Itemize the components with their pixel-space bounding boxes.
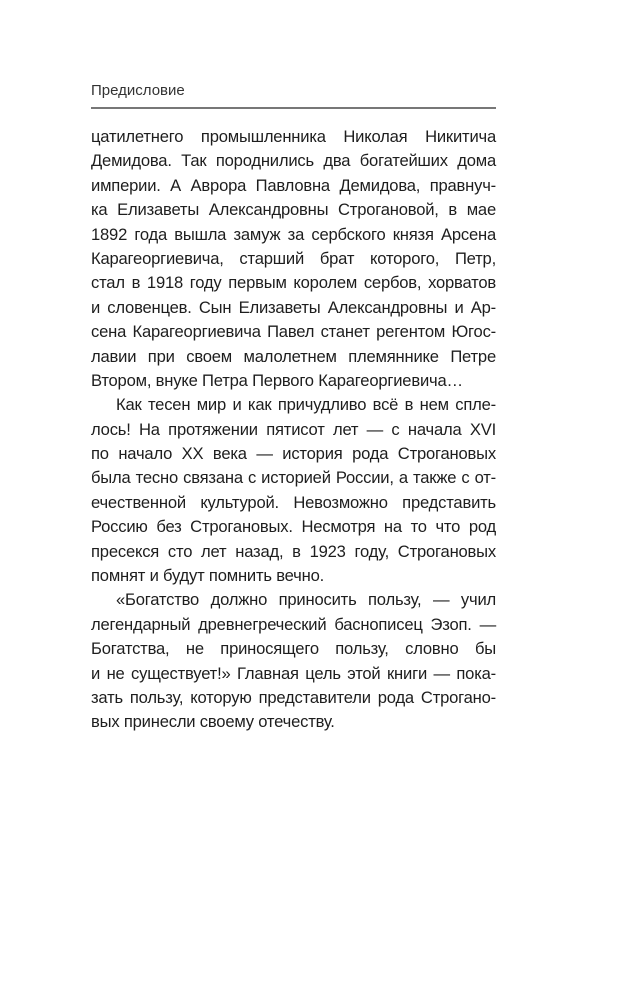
text-line: Россию без Строгановых. Несмотря на то что род: [91, 517, 496, 537]
running-header: Предисловие: [91, 82, 185, 99]
text-line: лось! На протяжении пятисот лет — с начала XVI: [91, 419, 496, 439]
text-line: империи. А Аврора Павловна Демидова, правнуч-: [91, 175, 496, 195]
text-line: пресекся сто лет назад, в 1923 году, Строгановых: [91, 541, 496, 561]
text-line: и словенцев. Сын Елизаветы Александровны и Ар-: [91, 297, 496, 317]
text-line: и не существует!» Главная цель этой книги — пока-: [91, 663, 496, 683]
text-line: сена Карагеоргиевича Павел станет регентом Югос-: [91, 322, 496, 342]
text-line: помнят и будут помнить вечно.: [91, 566, 325, 586]
text-line: Карагеоргиевича, старший брат которого, Петр,: [91, 248, 496, 268]
text-line: лавии при своем малолетнем племяннике Петре: [91, 346, 496, 366]
text-line: стал в 1918 году первым королем сербов, хорватов: [91, 273, 496, 293]
text-line: ка Елизаветы Александровны Строгановой, в мае: [91, 200, 496, 220]
text-line: Как тесен мир и как причудливо всё в нем спле-: [116, 395, 496, 415]
text-line: Богатства, не приносящего пользу, словно бы: [91, 639, 496, 659]
text-line: ечественной культурой. Невозможно представить: [91, 492, 496, 512]
text-line: вых принесли своему отечеству.: [91, 712, 335, 732]
text-line: цатилетнего промышленника Николая Никитича: [91, 127, 496, 146]
text-line: была тесно связана с историей России, а также с от-: [91, 468, 496, 488]
header-rule: [91, 107, 496, 109]
text-line: 1892 года вышла замуж за сербского князя Арсена: [91, 224, 496, 244]
text-line: легендарный древнегреческий баснописец Эзоп. —: [91, 614, 496, 634]
body-text: [91, 125, 496, 735]
text-line: Втором, внуке Петра Первого Карагеоргиевича…: [91, 370, 463, 390]
text-line: «Богатство должно приносить пользу, — учил: [116, 590, 496, 610]
text-line: по начало XX века — история рода Строгановых: [91, 444, 496, 464]
text-line: зать пользу, которую представители рода Строгано-: [91, 687, 496, 707]
text-line: Демидова. Так породнились два богатейших дома: [91, 151, 496, 171]
